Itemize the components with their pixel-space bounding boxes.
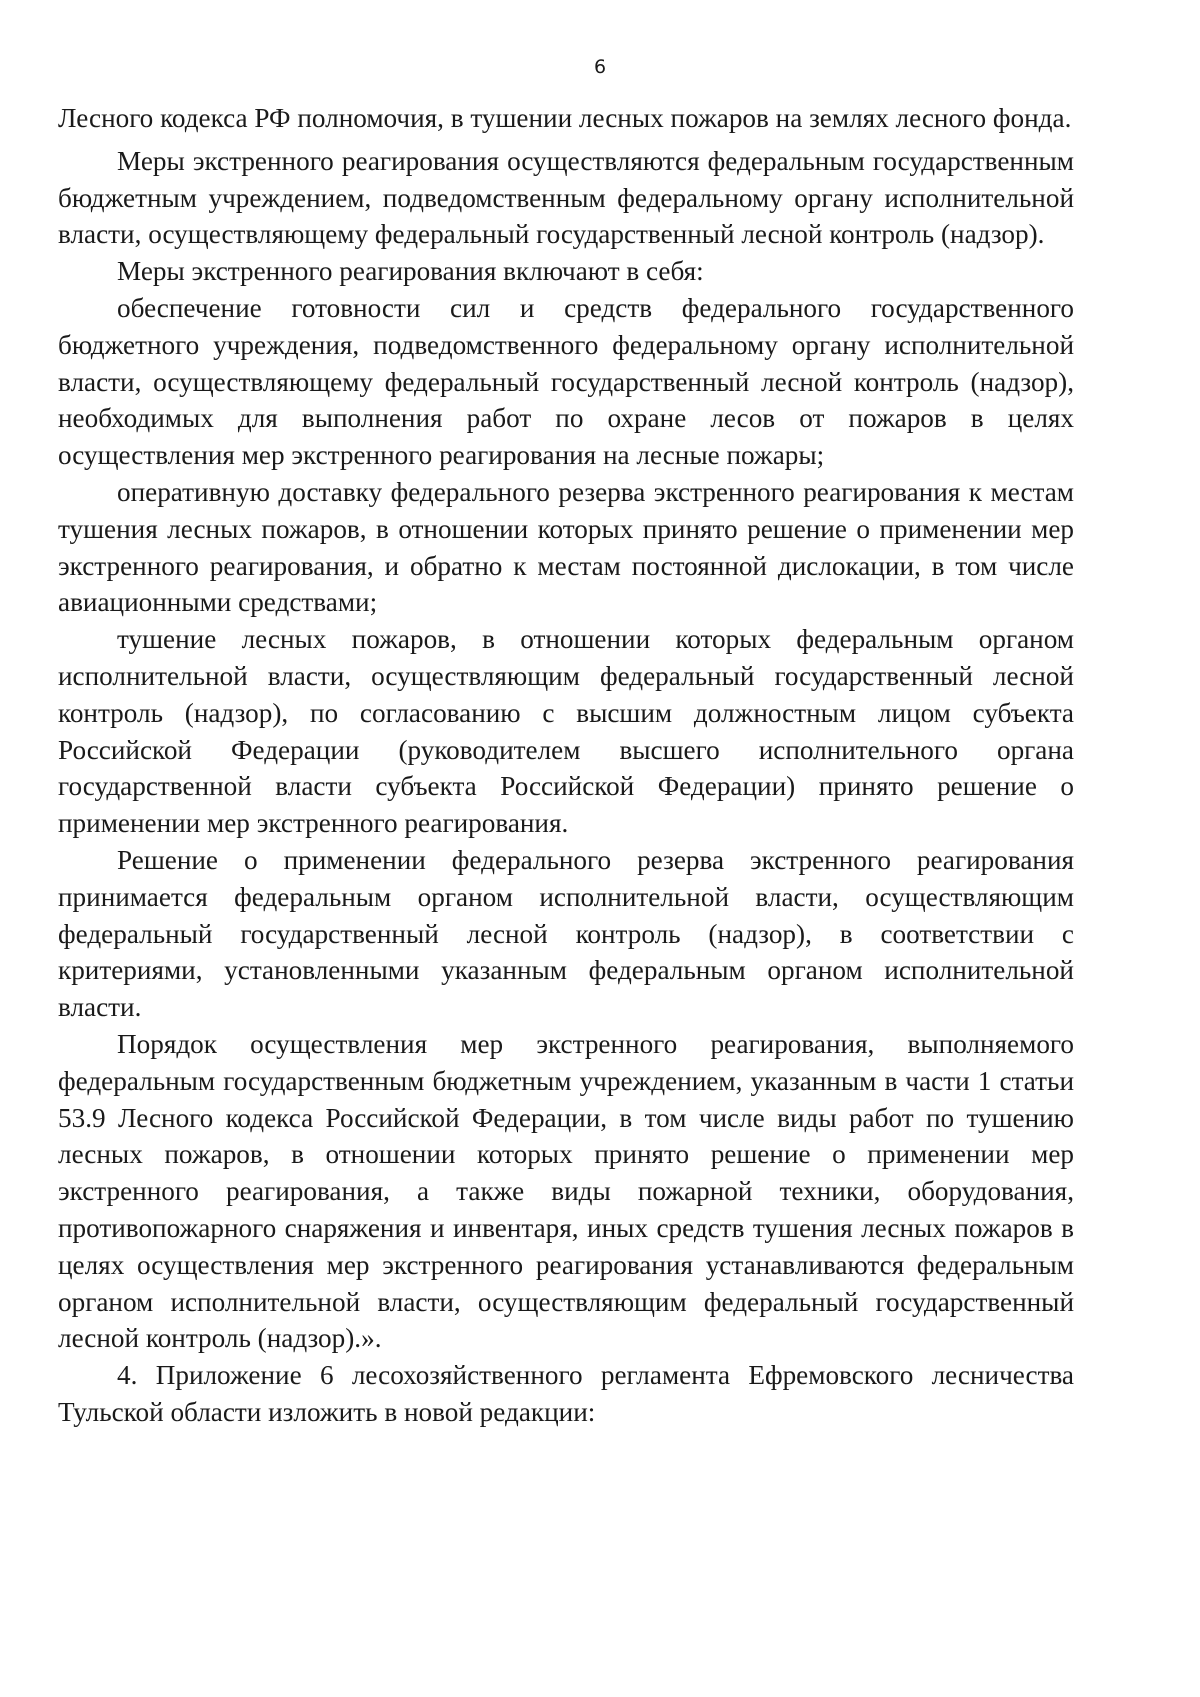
paragraph-delivery: оперативную доставку федерального резерва экстренного реагирования к местам тушения лесных пожаров, в отношении которых принято решение о применении мер экстренного реагирования, и обратно к местам постоянной дислокации, в том числе авиационными средствами; [58, 476, 1074, 618]
paragraph-procedure: Порядок осуществления мер экстренного реагирования, выполняемого федеральным государственным бюджетным учреждением, указанным в части 1 статьи 53.9 Лесного кодекса Российской Федерации, в том числе виды работ по тушению лесных пожаров, в отношении которых принято решение о применении мер экстренного реагирования, а также виды пожарной техники, оборудования, противопожарного снаряжения и инвентаря, иных средств тушения лесных пожаров в целях осуществления мер экстренного реагирования устанавливаются федеральным органом исполнительной власти, осуществляющим федеральный государственный лесной контроль (надзор).». [58, 1028, 1074, 1354]
paragraph-measures-include: Меры экстренного реагирования включают в себя: [117, 256, 704, 287]
paragraph-emergency-measures: Меры экстренного реагирования осуществляются федеральным государственным бюджетным учреждением, подведомственным федеральному органу исполнительной власти, осуществляющему федеральный государственный лесной контроль (надзор). [58, 145, 1074, 250]
paragraph-readiness: обеспечение готовности сил и средств федерального государственного бюджетного учреждения, подведомственного федеральному органу исполнительной власти, осуществляющему федеральный государственный лесной контроль (надзор), необходимых для выполнения работ по охране лесов от пожаров в целях осуществления мер экстренного реагирования на лесные пожары; [58, 292, 1074, 471]
page-number: 6 [593, 56, 607, 78]
paragraph-continuation: Лесного кодекса РФ полномочия, в тушении лесных пожаров на землях лесного фонда. [58, 103, 1072, 133]
paragraph-extinguishing: тушение лесных пожаров, в отношении которых федеральным органом исполнительной власти, осуществляющим федеральный государственный лесной контроль (надзор), по согласованию с высшим должностным лицом субъекта Российской Федерации (руководителем высшего исполнительного органа государственной власти субъекта Российской Федерации) принято решение о применении мер экстренного реагирования. [58, 624, 1074, 839]
paragraph-appendix-6: 4. Приложение 6 лесохозяйственного регламента Ефремовского лесничества Тульской области изложить в новой редакции: [58, 1360, 1074, 1427]
paragraph-decision: Решение о применении федерального резерва экстренного реагирования принимается федеральным органом исполнительной власти, осуществляющим федеральный государственный лесной контроль (надзор), в соответствии с критериями, установленными указанным федеральным органом исполнительной власти. [58, 844, 1074, 1023]
document-body [58, 100, 1074, 1431]
